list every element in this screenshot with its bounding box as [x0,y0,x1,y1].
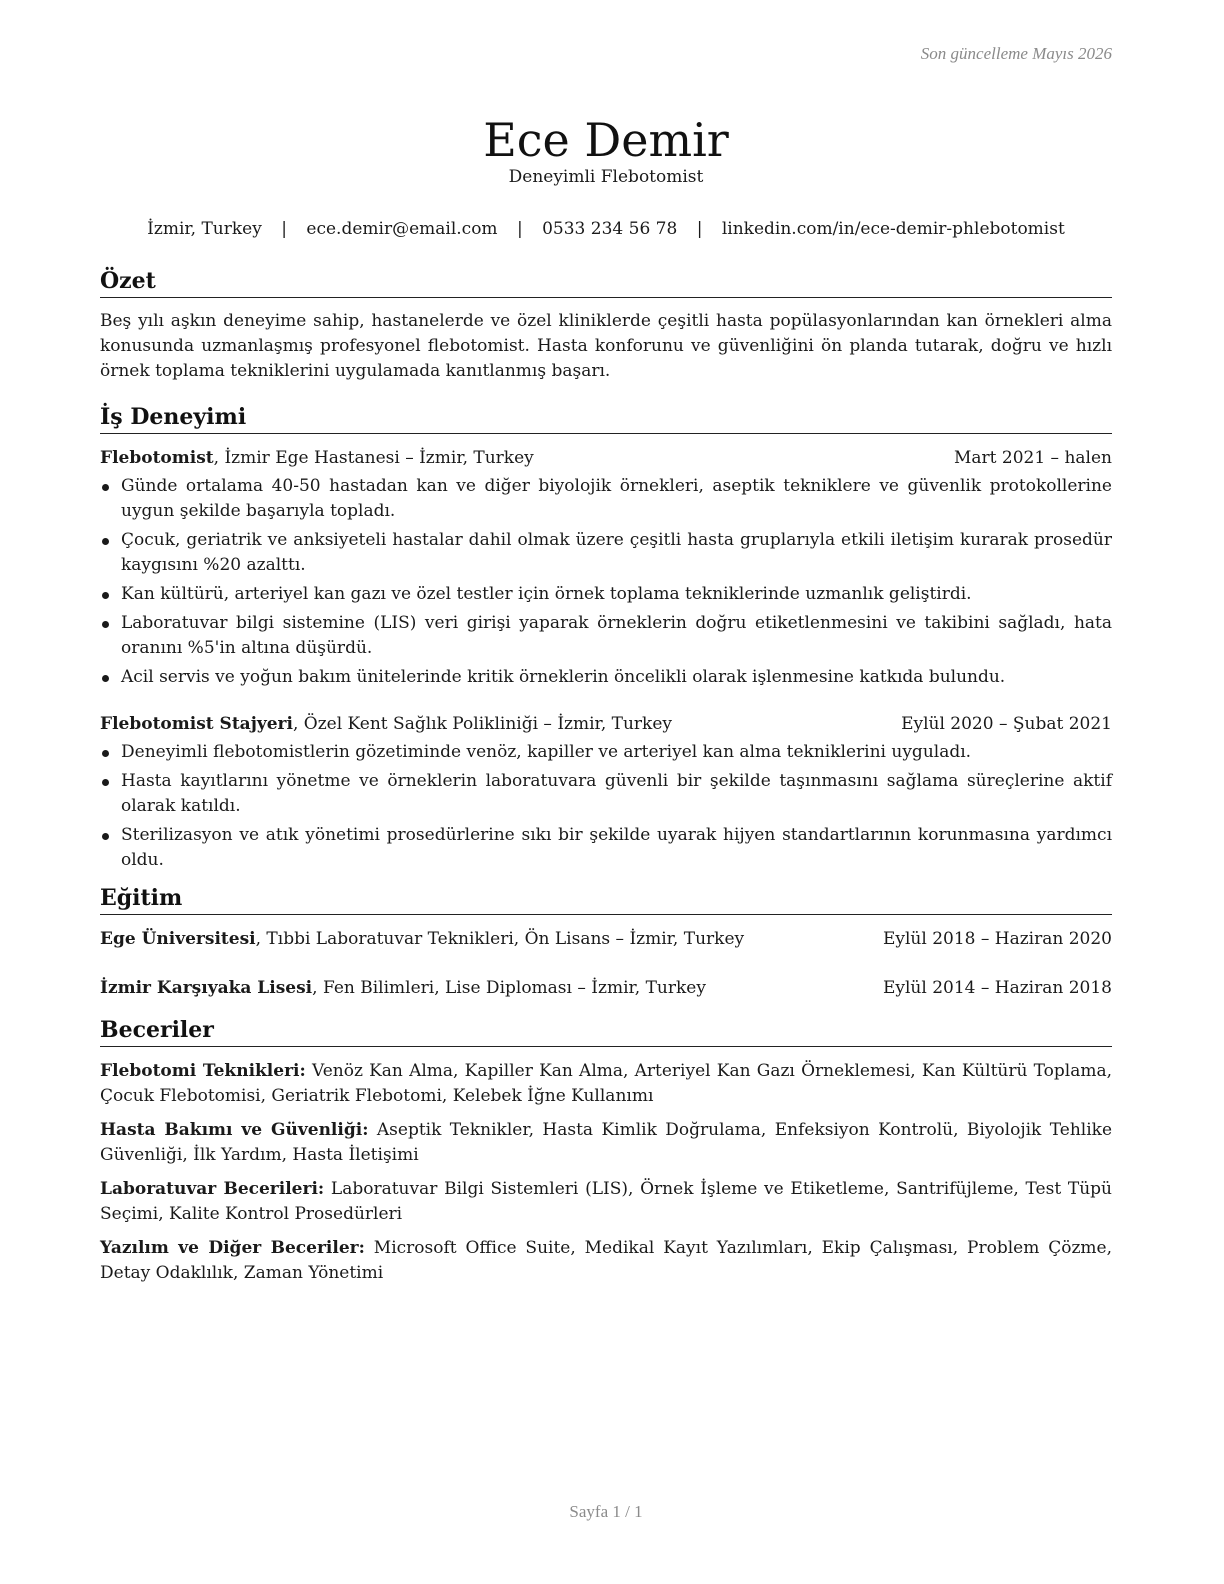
education-detail: , Fen Bilimleri, Lise Diploması – İzmir, Turkey [312,978,706,998]
bullet-text: Sterilizasyon ve atık yönetimi prosedürlerine sıkı bir şekilde uyarak hijyen standartlarının korunmasına yardımcı oldu. [121,825,1112,870]
section-heading: Beceriler [100,1015,1112,1047]
bullet-text: Günde ortalama 40-50 hastadan kan ve diğer biyolojik örnekleri, aseptik tekniklere ve güvenlik protokollerine uygun şekilde başarıyla topladı. [121,476,1112,521]
education-school-detail [100,927,744,952]
skill-group-label: Flebotomi Teknikleri: [100,1061,306,1081]
bullet-icon [102,621,109,628]
job-entry [100,446,1112,690]
resume-page [100,0,1112,1584]
contact-separator: | [281,219,287,239]
contact-location: İzmir, Turkey [147,219,262,239]
bullet-text: Çocuk, geriatrik ve anksiyeteli hastalar dahil olmak üzere çeşitli hasta gruplarıyla etkili iletişim kurarak prosedür kaygısını %20 azalttı. [121,530,1112,575]
job-role: Flebotomist Stajyeri [100,714,293,734]
job-role: Flebotomist [100,448,214,468]
bullet-icon [102,750,109,757]
resume-content [100,266,1112,1295]
bullet-icon [102,592,109,599]
list-item [100,474,1112,524]
page-number-footer: Sayfa 1 / 1 [569,1502,643,1521]
skill-group [100,1059,1112,1109]
contact-linkedin[interactable]: linkedin.com/in/ece-demir-phlebotomist [721,219,1065,239]
last-updated-note: Son güncelleme Mayıs 2026 [920,44,1112,63]
bullet-icon [102,833,109,840]
education-detail: , Tıbbi Laboratuvar Teknikleri, Ön Lisans – İzmir, Turkey [255,929,745,949]
bullet-text: Kan kültürü, arteriyel kan gazı ve özel testler için örnek toplama tekniklerinde uzmanlık geliştirdi. [121,584,972,604]
job-title-org [100,712,672,737]
skill-group-label: Hasta Bakımı ve Güvenliği: [100,1120,369,1140]
bullet-icon [102,779,109,786]
job-dates: Mart 2021 – halen [953,448,1112,468]
section-heading: Eğitim [100,883,1112,915]
list-item [100,823,1112,873]
section-heading: Özet [100,266,1112,298]
education-school: İzmir Karşıyaka Lisesi [100,978,313,998]
list-item [100,528,1112,578]
list-item [100,769,1112,819]
summary-text: Beş yılı aşkın deneyime sahip, hastanelerde ve özel kliniklerde çeşitli hasta popülasyonlarından kan örnekleri alma konusunda uzmanlaşmış profesyonel flebotomist. Hasta konforunu ve güvenliğini ön planda tutarak, doğru ve hızlı örnek toplama tekniklerini uygulamada kanıtlanmış başarı. [100,311,1112,381]
job-title-org [100,446,534,471]
job-header [100,446,1112,471]
list-item [100,582,1112,607]
skill-group [100,1118,1112,1168]
bullet-icon [102,675,109,682]
bullet-text: Laboratuvar bilgi sistemine (LIS) veri girişi yaparak örneklerin doğru etiketlenmesini ve takibini sağladı, hata oranını %5'in altına düşürdü. [121,613,1112,658]
bullet-text: Acil servis ve yoğun bakım ünitelerinde kritik örneklerin öncelikli olarak işlenmesine katkıda bulundu. [121,667,1006,687]
list-item [100,665,1112,690]
bullet-icon [102,484,109,491]
candidate-headline: Deneyimli Flebotomist [508,167,704,187]
contact-email[interactable]: ece.demir@email.com [306,219,498,239]
skill-group [100,1177,1112,1227]
education-section [100,883,1112,1001]
job-org: , Özel Kent Sağlık Polikliniği – İzmir, Turkey [292,714,673,734]
list-item [100,740,1112,765]
contact-separator: | [696,219,703,239]
experience-section [100,402,1112,873]
bullet-text: Deneyimli flebotomistlerin gözetiminde venöz, kapiller ve arteriyel kan alma tekniklerini uyguladı. [121,742,972,762]
bullet-icon [102,538,109,545]
education-school-detail [100,976,706,1001]
skill-group-text: Aseptik Teknikler, Hasta Kimlik Doğrulama, Enfeksiyon Kontrolü, Biyolojik Tehlike Güvenliği, İlk Yardım, Hasta İletişimi [100,1120,1113,1165]
job-org: , İzmir Ege Hastanesi – İzmir, Turkey [213,448,534,468]
summary-section [100,266,1112,384]
skill-group-label: Laboratuvar Becerileri: [100,1179,325,1199]
skill-group-text: Laboratuvar Bilgi Sistemleri (LIS), Örnek İşleme ve Etiketleme, Santrifüjleme, Test Tüpü Seçimi, Kalite Kontrol Prosedürleri [100,1179,1112,1224]
bullet-text: Hasta kayıtlarını yönetme ve örneklerin laboratuvara güvenli bir şekilde taşınmasını sağlama süreçlerine aktif olarak katıldı. [121,771,1112,816]
candidate-name: Ece Demir [483,112,729,167]
section-heading: İş Deneyimi [100,402,1112,434]
contact-line [100,219,1112,239]
job-bullets [100,740,1112,873]
skill-group-label: Yazılım ve Diğer Beceriler: [100,1238,365,1258]
job-dates: Eylül 2020 – Şubat 2021 [901,714,1112,734]
education-dates: Eylül 2018 – Haziran 2020 [882,929,1112,949]
education-entry [100,976,1112,1001]
contact-separator: | [516,219,523,239]
skill-group [100,1236,1112,1286]
skill-group-text: Microsoft Office Suite, Medikal Kayıt Yazılımları, Ekip Çalışması, Problem Çözme, Detay Odaklılık, Zaman Yönetimi [100,1238,1113,1283]
job-entry [100,712,1112,873]
job-bullets [100,474,1112,690]
education-school: Ege Üniversitesi [100,929,256,949]
skill-group-text: Venöz Kan Alma, Kapiller Kan Alma, Arteriyel Kan Gazı Örneklemesi, Kan Kültürü Toplama, Çocuk Flebotomisi, Geriatrik Flebotomi, Kelebek İğne Kullanımı [100,1061,1112,1106]
education-entry [100,927,1112,952]
education-dates: Eylül 2014 – Haziran 2018 [882,978,1112,998]
list-item [100,611,1112,661]
skills-section [100,1015,1112,1286]
contact-phone[interactable]: 0533 234 56 78 [542,219,678,239]
job-header [100,712,1112,737]
